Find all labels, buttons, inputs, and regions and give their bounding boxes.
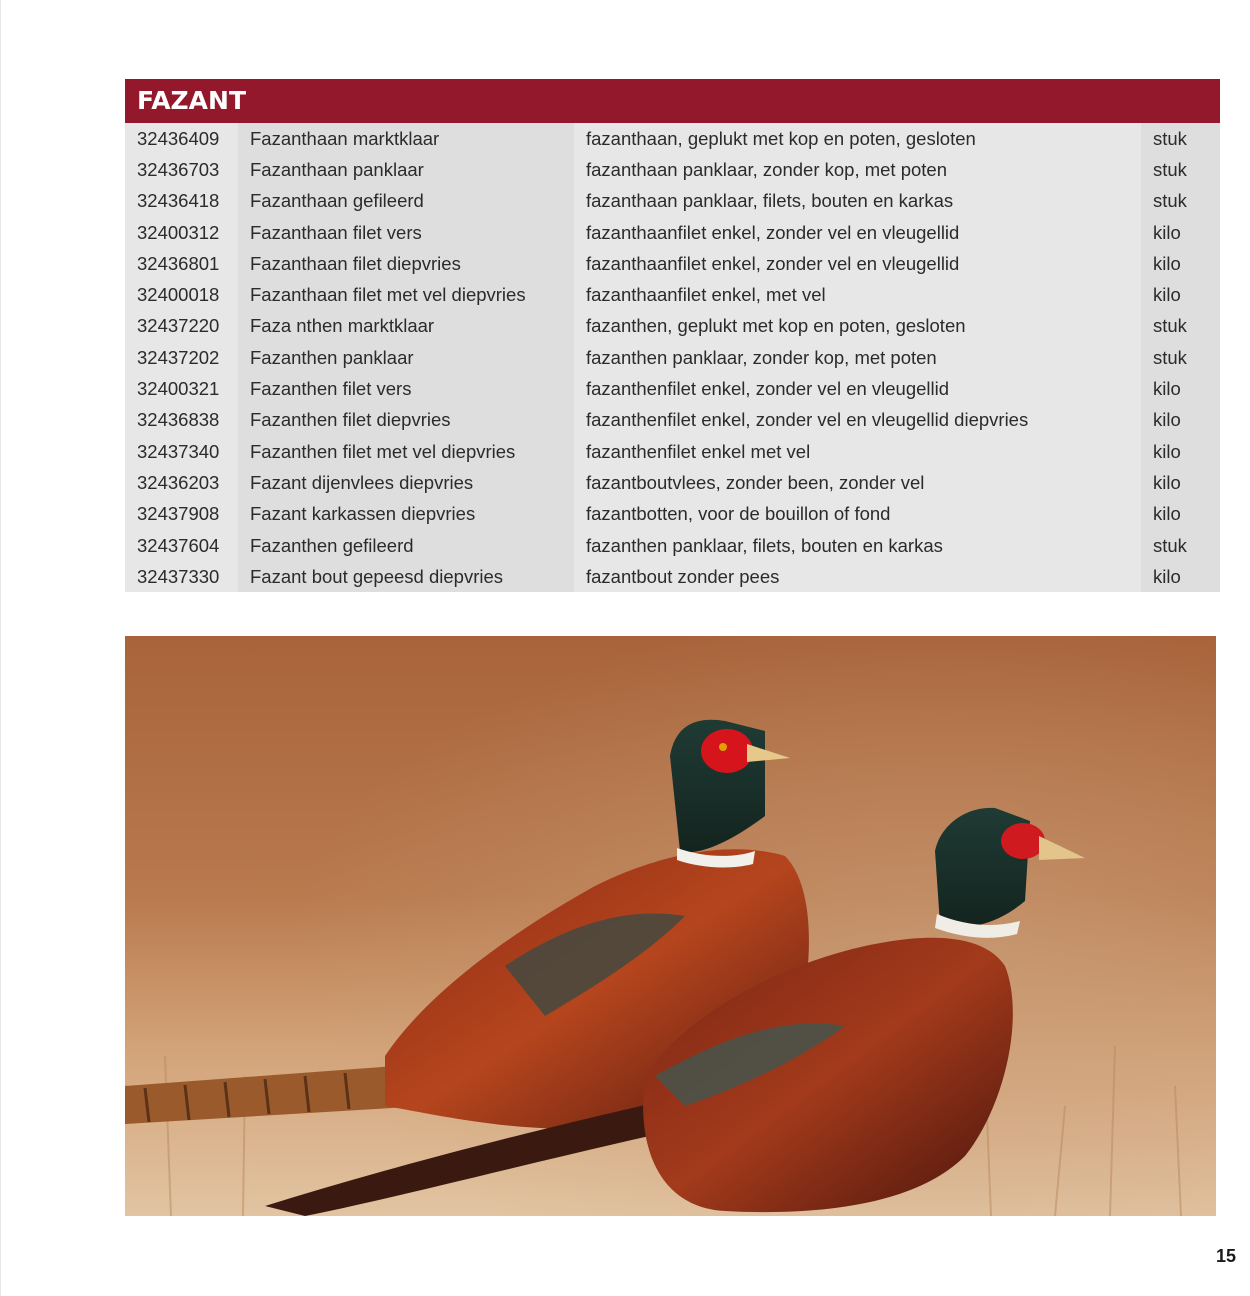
product-unit: stuk	[1141, 530, 1220, 561]
product-name: Fazanthen filet met vel diepvries	[238, 436, 574, 467]
product-unit: kilo	[1141, 279, 1220, 310]
product-name: Fazanthen filet diepvries	[238, 405, 574, 436]
page-edge-rule	[0, 0, 1, 1296]
table-row	[125, 248, 1220, 279]
product-name: Fazant bout gepeesd diepvries	[238, 561, 574, 592]
product-name: Fazanthen filet vers	[238, 373, 574, 404]
product-unit: stuk	[1141, 342, 1220, 373]
product-name: Faza nthen marktklaar	[238, 311, 574, 342]
product-name: Fazanthaan marktklaar	[238, 123, 574, 154]
product-code: 32437220	[125, 311, 238, 342]
product-description: fazantboutvlees, zonder been, zonder vel	[574, 467, 1141, 498]
product-description: fazanthaanfilet enkel, met vel	[574, 279, 1141, 310]
product-unit: kilo	[1141, 436, 1220, 467]
product-description: fazanthaan panklaar, zonder kop, met poten	[574, 154, 1141, 185]
section-title: FAZANT	[125, 79, 1220, 123]
product-unit: stuk	[1141, 186, 1220, 217]
table-row	[125, 467, 1220, 498]
table-row	[125, 373, 1220, 404]
product-description: fazanthaan, geplukt met kop en poten, gesloten	[574, 123, 1141, 154]
product-description: fazanthenfilet enkel met vel	[574, 436, 1141, 467]
product-description: fazanthaanfilet enkel, zonder vel en vleugellid	[574, 217, 1141, 248]
product-code: 32437604	[125, 530, 238, 561]
product-description: fazanthen panklaar, filets, bouten en karkas	[574, 530, 1141, 561]
product-unit: stuk	[1141, 123, 1220, 154]
table-row	[125, 154, 1220, 185]
product-description: fazantbotten, voor de bouillon of fond	[574, 499, 1141, 530]
product-description: fazanthen, geplukt met kop en poten, gesloten	[574, 311, 1141, 342]
product-rows	[125, 123, 1220, 592]
page-number: 15	[1215, 1246, 1236, 1266]
product-name: Fazanthaan filet vers	[238, 217, 574, 248]
table-row	[125, 123, 1220, 154]
product-name: Fazanthaan filet met vel diepvries	[238, 279, 574, 310]
product-description: fazanthenfilet enkel, zonder vel en vleugellid	[574, 373, 1141, 404]
table-row	[125, 279, 1220, 310]
product-name: Fazanthaan filet diepvries	[238, 248, 574, 279]
product-table	[125, 79, 1220, 592]
product-code: 32436703	[125, 154, 238, 185]
product-name: Fazant dijenvlees diepvries	[238, 467, 574, 498]
product-list	[125, 123, 1220, 592]
table-row	[125, 186, 1220, 217]
product-name: Fazanthaan gefileerd	[238, 186, 574, 217]
product-code: 32400018	[125, 279, 238, 310]
product-description: fazanthaanfilet enkel, zonder vel en vleugellid	[574, 248, 1141, 279]
table-row	[125, 405, 1220, 436]
product-code: 32436838	[125, 405, 238, 436]
table-row	[125, 436, 1220, 467]
product-code: 32437340	[125, 436, 238, 467]
table-row	[125, 311, 1220, 342]
product-unit: kilo	[1141, 373, 1220, 404]
table-row	[125, 530, 1220, 561]
product-description: fazanthaan panklaar, filets, bouten en karkas	[574, 186, 1141, 217]
product-unit: kilo	[1141, 405, 1220, 436]
product-unit: kilo	[1141, 248, 1220, 279]
product-unit: kilo	[1141, 217, 1220, 248]
product-code: 32436409	[125, 123, 238, 154]
product-code: 32437908	[125, 499, 238, 530]
product-description: fazantbout zonder pees	[574, 561, 1141, 592]
product-name: Fazanthen gefileerd	[238, 530, 574, 561]
product-unit: kilo	[1141, 467, 1220, 498]
product-unit: kilo	[1141, 561, 1220, 592]
product-unit: kilo	[1141, 499, 1220, 530]
product-code: 32437330	[125, 561, 238, 592]
product-code: 32436418	[125, 186, 238, 217]
table-row	[125, 342, 1220, 373]
product-code: 32400321	[125, 373, 238, 404]
product-code: 32436203	[125, 467, 238, 498]
product-description: fazanthen panklaar, zonder kop, met poten	[574, 342, 1141, 373]
product-name: Fazant karkassen diepvries	[238, 499, 574, 530]
product-name: Fazanthaan panklaar	[238, 154, 574, 185]
product-unit: stuk	[1141, 311, 1220, 342]
product-unit: stuk	[1141, 154, 1220, 185]
pheasants-photo	[125, 636, 1216, 1216]
table-row	[125, 217, 1220, 248]
product-code: 32400312	[125, 217, 238, 248]
product-name: Fazanthen panklaar	[238, 342, 574, 373]
product-description: fazanthenfilet enkel, zonder vel en vleugellid diepvries	[574, 405, 1141, 436]
table-row	[125, 561, 1220, 592]
product-code: 32436801	[125, 248, 238, 279]
product-code: 32437202	[125, 342, 238, 373]
table-row	[125, 499, 1220, 530]
